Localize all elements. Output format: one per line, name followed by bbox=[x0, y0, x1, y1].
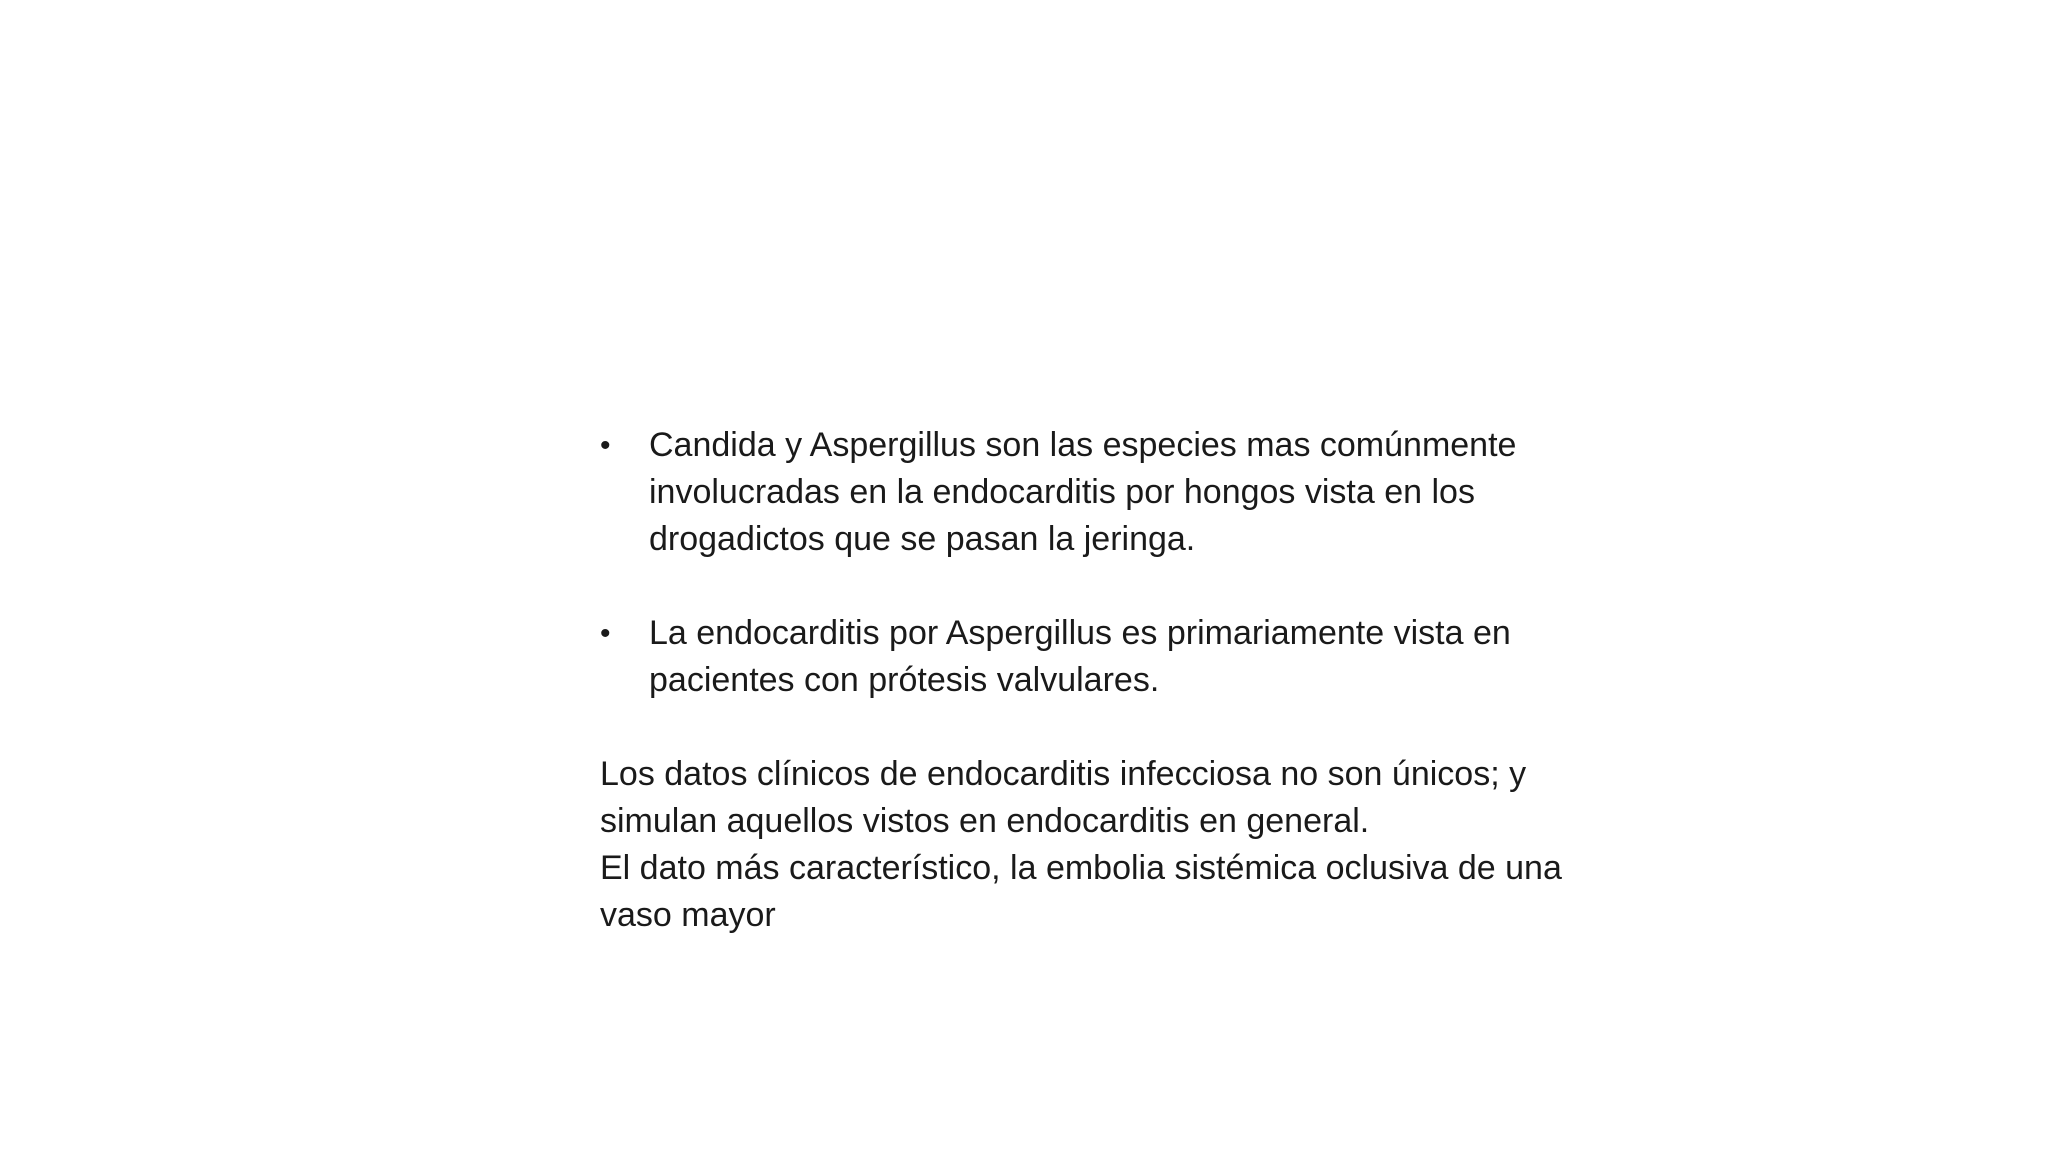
paragraph-characteristic-sign: El dato más característico, la embolia sistémica oclusiva de una vaso mayor bbox=[600, 849, 1562, 934]
bullet-dot: • bbox=[600, 429, 611, 462]
bullet-item-aspergillus bbox=[600, 610, 1640, 704]
slide-body bbox=[600, 422, 1640, 939]
bullet-dot: • bbox=[600, 617, 611, 650]
bullet-list bbox=[600, 422, 1640, 704]
bullet-text: Candida y Aspergillus son las especies mas comúnmente involucradas en la endocarditis por hongos vista en los drogadictos que se pasan la jeringa. bbox=[649, 426, 1517, 558]
bullet-item-candida bbox=[600, 422, 1640, 563]
bullet-text: La endocarditis por Aspergillus es primariamente vista en pacientes con prótesis valvulares. bbox=[649, 614, 1511, 699]
paragraph-clinical-data: Los datos clínicos de endocarditis infecciosa no son únicos; y simulan aquellos vistos en endocarditis en general. bbox=[600, 755, 1527, 840]
